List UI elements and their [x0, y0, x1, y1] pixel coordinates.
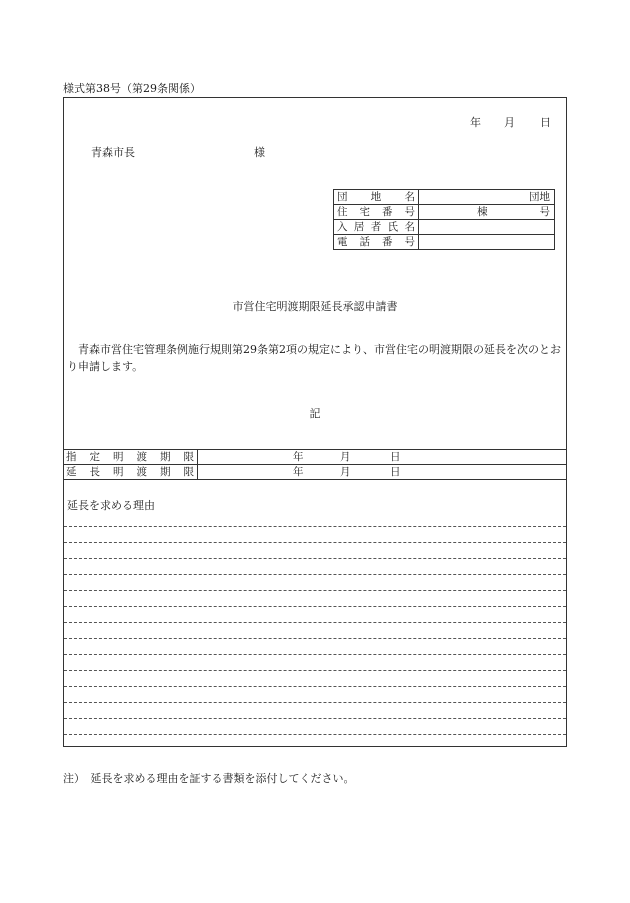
table-row: [334, 190, 555, 205]
resident-name-field[interactable]: [419, 220, 555, 235]
reason-writing-line[interactable]: [64, 622, 566, 623]
form-number: 様式第38号（第29条関係）: [63, 82, 201, 95]
period-day-label: 日: [390, 466, 401, 478]
reason-writing-line[interactable]: [64, 686, 566, 687]
date-year-label: 年: [470, 116, 481, 129]
reason-writing-line[interactable]: [64, 606, 566, 607]
designated-period-label: 指定明渡期限: [63, 450, 198, 465]
date-day-label: 日: [540, 116, 551, 129]
reason-writing-line[interactable]: [64, 670, 566, 671]
reason-writing-line[interactable]: [64, 590, 566, 591]
reason-writing-line[interactable]: [64, 718, 566, 719]
period-year-label: 年: [293, 451, 304, 463]
extended-period-label: 延長明渡期限: [63, 465, 198, 480]
estate-name-field[interactable]: [419, 190, 555, 205]
resident-name-label: 入居者氏名: [334, 220, 419, 235]
ki-marker: 記: [309, 407, 321, 420]
house-number-label: 住宅番号: [334, 205, 419, 220]
reason-writing-line[interactable]: [64, 526, 566, 527]
attachment-note: 注） 延長を求める理由を証する書類を添付してください。: [63, 772, 355, 785]
reason-writing-line[interactable]: [64, 654, 566, 655]
number-unit: 号: [539, 206, 550, 218]
period-month-label: 月: [340, 451, 351, 463]
date-month-label: 月: [504, 116, 515, 129]
designated-period-field[interactable]: [198, 450, 568, 465]
reason-writing-line[interactable]: [64, 638, 566, 639]
table-row: [334, 235, 555, 250]
addressee-name: 青森市長: [91, 146, 135, 159]
reason-label: 延長を求める理由: [67, 499, 155, 512]
reason-writing-line[interactable]: [64, 734, 566, 735]
application-statement: 青森市営住宅管理条例施行規則第29条第2項の規定により、市営住宅の明渡期限の延長を次のとおり申請します。: [67, 343, 561, 373]
reason-writing-line[interactable]: [64, 574, 566, 575]
period-year-label: 年: [293, 466, 304, 478]
table-row: [63, 450, 567, 465]
period-day-label: 日: [390, 451, 401, 463]
reason-writing-line[interactable]: [64, 542, 566, 543]
estate-name-label: 団地名: [334, 190, 419, 205]
table-row: [334, 205, 555, 220]
house-number-field[interactable]: [419, 205, 555, 220]
addressee-honorific: 様: [254, 146, 265, 159]
table-row: [63, 465, 567, 480]
phone-number-label: 電話番号: [334, 235, 419, 250]
reason-writing-line[interactable]: [64, 558, 566, 559]
applicant-info-table: [333, 189, 555, 250]
building-unit: 棟: [477, 206, 488, 218]
table-row: [334, 220, 555, 235]
reason-writing-line[interactable]: [64, 702, 566, 703]
estate-unit: 団地: [529, 191, 550, 203]
extended-period-field[interactable]: [198, 465, 568, 480]
period-table: [63, 449, 567, 480]
period-month-label: 月: [340, 466, 351, 478]
document-title: 市営住宅明渡期限延長承認申請書: [232, 300, 398, 313]
phone-number-field[interactable]: [419, 235, 555, 250]
